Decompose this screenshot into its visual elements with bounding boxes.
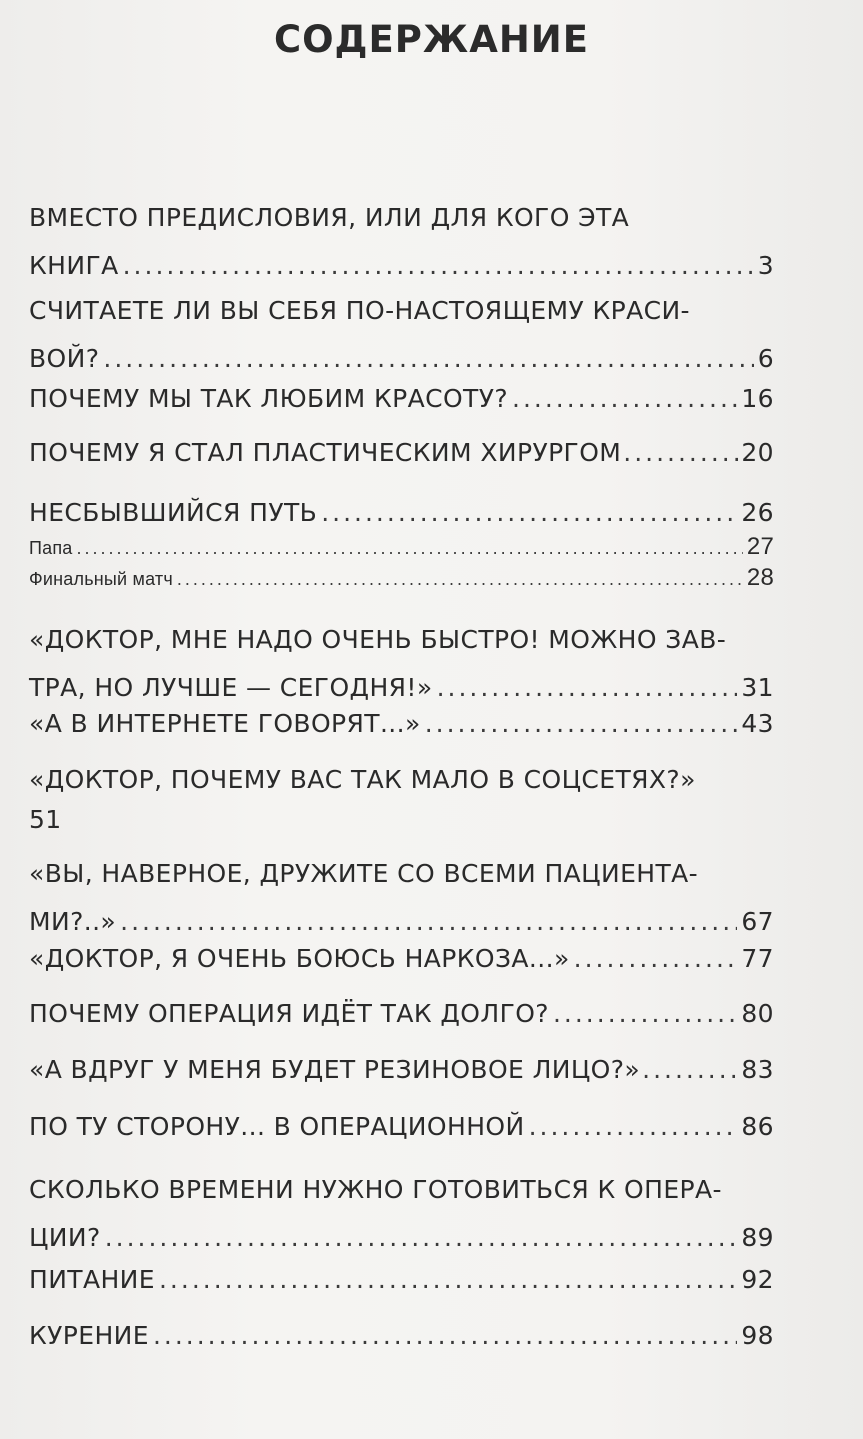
toc-entry [29, 429, 774, 477]
toc-entry [29, 1103, 774, 1151]
toc-page-number: 27 [746, 533, 774, 560]
dot-leader [425, 700, 738, 748]
toc-page-number: 20 [741, 438, 774, 467]
toc-entry [29, 1256, 774, 1304]
toc-entry-title: ВМЕСТО ПРЕДИСЛОВИЯ, ИЛИ ДЛЯ КОГО ЭТА [29, 203, 630, 232]
toc-entry-title: ПОЧЕМУ ОПЕРАЦИЯ ИДЁТ ТАК ДОЛГО? [29, 999, 549, 1028]
dot-leader [153, 1312, 737, 1360]
toc-entry-title: Папа [29, 538, 73, 558]
toc-entry-title: «ДОКТОР, ПОЧЕМУ ВАС ТАК МАЛО В СОЦСЕТЯХ?» [29, 765, 696, 794]
dot-leader [177, 564, 743, 594]
dot-leader [574, 935, 738, 983]
toc-entry-title: НЕСБЫВШИЙСЯ ПУТЬ [29, 498, 318, 527]
toc-entry-title: «ДОКТОР, МНЕ НАДО ОЧЕНЬ БЫСТРО! МОЖНО ЗАВ- [29, 625, 727, 654]
dot-leader [105, 1214, 738, 1262]
toc-entry-title: СЧИТАЕТЕ ЛИ ВЫ СЕБЯ ПО-НАСТОЯЩЕМУ КРАСИ- [29, 296, 690, 325]
toc-entry [29, 935, 774, 983]
toc-entry [29, 375, 774, 423]
toc-entry-title: Финальный матч [29, 569, 173, 589]
toc-entry [29, 756, 774, 844]
dot-leader [321, 489, 737, 537]
dot-leader [123, 242, 754, 290]
toc-entry-title: ТРА, НО ЛУЧШЕ — СЕГОДНЯ!» [29, 673, 433, 702]
toc-entry [29, 1312, 774, 1360]
toc-entry [29, 616, 774, 712]
toc-entry [29, 287, 774, 383]
toc-entry-title: «ДОКТОР, Я ОЧЕНЬ БОЮСЬ НАРКОЗА...» [29, 944, 570, 973]
toc-entry-title: «А В ИНТЕРНЕТЕ ГОВОРЯТ...» [29, 709, 421, 738]
toc-entry [29, 194, 774, 290]
toc-entry-title: ПОЧЕМУ МЫ ТАК ЛЮБИМ КРАСОТУ? [29, 384, 508, 413]
toc-entry-title: ПОЧЕМУ Я СТАЛ ПЛАСТИЧЕСКИМ ХИРУРГОМ [29, 438, 622, 467]
dot-leader [512, 375, 737, 423]
toc-page-number: 98 [741, 1321, 774, 1350]
toc-entry-title: КНИГА [29, 251, 119, 280]
dot-leader [77, 533, 743, 563]
dot-leader [642, 1046, 739, 1094]
toc-page-number: 83 [741, 1055, 774, 1084]
toc-page-number: 16 [741, 384, 774, 413]
toc-page-number: 80 [741, 999, 774, 1028]
toc-entry-title: ЦИИ? [29, 1223, 101, 1252]
toc-page-number: 6 [757, 344, 774, 373]
toc-entry [29, 850, 774, 946]
toc-page-number: 86 [741, 1112, 774, 1141]
toc-entry-title: СКОЛЬКО ВРЕМЕНИ НУЖНО ГОТОВИТЬСЯ К ОПЕРА- [29, 1175, 722, 1204]
toc-page-number: 31 [741, 673, 774, 702]
toc-entry [29, 700, 774, 748]
toc-entry [29, 990, 774, 1038]
toc-subentry [29, 563, 774, 593]
toc-entry [29, 1166, 774, 1262]
toc-page-number: 77 [741, 944, 774, 973]
toc-entry-title: ПО ТУ СТОРОНУ... В ОПЕРАЦИОННОЙ [29, 1112, 525, 1141]
toc-entry-title: ВОЙ? [29, 344, 100, 373]
dot-leader [553, 990, 737, 1038]
toc-subentry [29, 532, 774, 562]
dot-leader [529, 1103, 738, 1151]
toc-entry-title: МИ?..» [29, 907, 117, 936]
toc-page-number: 28 [746, 564, 774, 591]
dot-leader [623, 429, 739, 477]
toc-entry-title: КУРЕНИЕ [29, 1321, 149, 1350]
toc-page-number: 92 [741, 1265, 774, 1294]
toc-entry-title: «А ВДРУГ У МЕНЯ БУДЕТ РЕЗИНОВОЕ ЛИЦО?» [29, 1055, 641, 1084]
page-title: СОДЕРЖАНИЕ [273, 18, 590, 61]
toc-entry-title: «ВЫ, НАВЕРНОЕ, ДРУЖИТЕ СО ВСЕМИ ПАЦИЕНТА- [29, 859, 699, 888]
toc-entry-title: ПИТАНИЕ [29, 1265, 155, 1294]
dot-leader [159, 1256, 737, 1304]
toc-page-number: 89 [741, 1223, 774, 1252]
toc-page-number: 51 [29, 805, 62, 834]
toc-page-number: 43 [741, 709, 774, 738]
toc-entry [29, 1046, 774, 1094]
toc-page-number: 3 [757, 251, 774, 280]
toc-entry [29, 489, 774, 537]
toc-page-number: 67 [741, 907, 774, 936]
toc-page-number: 26 [741, 498, 774, 527]
